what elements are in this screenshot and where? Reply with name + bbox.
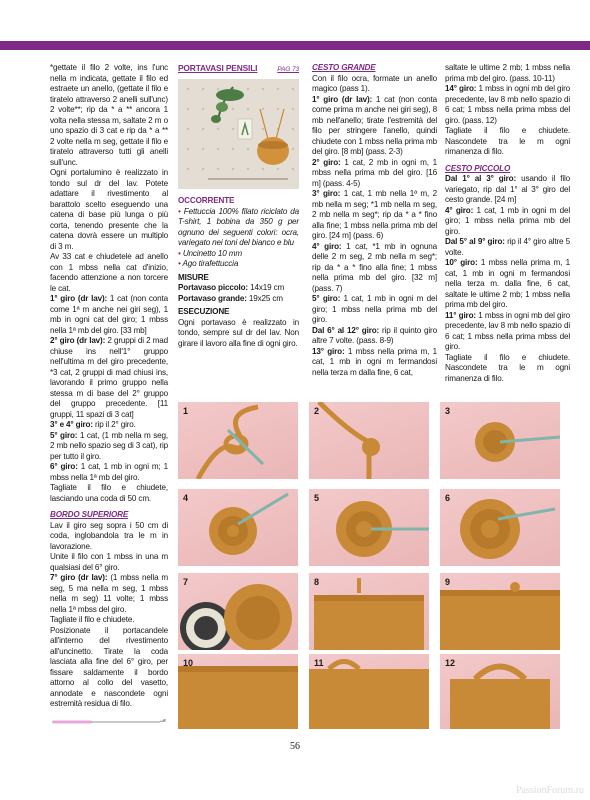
column-3 (312, 63, 437, 378)
round-instruction: 13° giro: 1 mbss nella prima m, 1 cat, 1 mb in ogni m fermandosi nella terza m dalla fine, 6 cat, (312, 346, 437, 377)
round-text: 2 gruppi di 2 mad chiuse ins nell'1° gruppo nell'ultima m del giro precedente, *3 cat, 2 gruppi di mad chiusi ins, lavorando il primo gruppo nella stessa m di base del 2° gruppo del gruppo precedente. [11 gruppi, 11 spazi di 3 cat] (50, 336, 168, 419)
crochet-hook-icon (50, 718, 168, 726)
step-number: 7 (183, 577, 189, 587)
basket-handle-illustration (440, 654, 560, 729)
watermark: PassionForum.ru (515, 785, 584, 796)
paragraph: Tagliate il filo e chiudete. Nascondete tra le m ogni rimanenza di filo. (445, 126, 570, 156)
basket-wall-illustration (440, 573, 560, 650)
paragraph: Posizionate il portacandele all'interno del rivestimento all'uncinetto. Tirate la coda lasciata alla fine del 6° giro, per fissare saldamente il bordo attorno al collo del vasetto, annodate e nascondete ogni estremità residua di filo. (50, 625, 168, 708)
bullet-icon: • (178, 206, 184, 216)
yarn-loop-illustration (178, 402, 298, 479)
crochet-disc-illustration (178, 489, 298, 566)
round-text: 1 cat, 1 mb in ogni m; 1 mbss nella 1ª mb del giro. (50, 462, 168, 482)
step-number: 5 (314, 493, 320, 503)
round-instruction: 14° giro: 1 mbss in ogni mb del giro precedente, lav 8 mb nello spazio di 6 cat; 1 mbss nella prima mbss del giro. (pass. 12) (445, 84, 571, 125)
paragraph: Ogni portavaso è realizzato in tondo, sempre sul dr del lav. Non girare il lavoro alla fine di ogni giro. (178, 317, 299, 348)
crochet-disc-illustration (440, 402, 560, 479)
round-text: 1 cat, (1 mb nella m seg, 2 mb nello spazio seg di 3 cat), rip per tutto il giro. (50, 430, 168, 461)
column-4 (445, 63, 570, 384)
paragraph: Tagliate il filo e chiudete. (50, 615, 135, 624)
basket-wall-illustration (309, 573, 429, 650)
project-header (178, 63, 299, 76)
header-color-bar (0, 41, 590, 50)
basket-wall-illustration (178, 654, 298, 729)
paragraph: saltate le ultime 2 mb; 1 mbss nella prima mb del giro. (pass. 10-11) (445, 63, 570, 83)
round-label: 3° e 4° giro: (50, 420, 93, 429)
round-instruction: 4° giro: 1 cat, 1 mb in ogni m del giro; 1 mbss nella prima mb del giro. (445, 205, 570, 236)
step-number: 9 (445, 577, 451, 587)
step-photo (440, 573, 560, 650)
step-photo (309, 402, 429, 479)
measure-row: Portavaso piccolo: 14x19 cm (178, 283, 285, 292)
step-number: 8 (314, 577, 320, 587)
step-number: 12 (445, 658, 456, 668)
step-number: 6 (445, 493, 451, 503)
paragraph: Tagliate il filo e chiudete, lasciando una coda di 50 cm. (50, 483, 168, 503)
bullet-icon: • (178, 259, 183, 268)
round-instruction: 4° giro: 1 cat, *1 mb in ognuna delle 2 m seg, 2 mb nella m seg*; rip da * a * fino alla fine; 1 mbss nella prima mb del giro. [32 m] (pass. 7) (312, 241, 437, 293)
round-instruction (50, 294, 168, 336)
step-photo (440, 402, 560, 479)
measures-heading: MISURE (178, 272, 209, 282)
column-2 (178, 63, 299, 349)
round-instruction: 10° giro: 1 mbss nella prima m, 1 cat, 1 mb in ogni m fermandosi nella terza m. dalla fine, 6 cat, saltate le ultime 2 mb; 1 mbss nella prima mb del giro. (445, 258, 570, 309)
paragraph: Av 33 cat e chiudetele ad anello con 1 mbss nella cat d'inizio, facendo attenzione a non torcere le cat. (50, 252, 168, 293)
step-number: 4 (183, 493, 189, 503)
step-photo (178, 402, 298, 479)
step-number: 2 (314, 406, 320, 416)
crochet-disc-illustration (440, 489, 560, 566)
round-text: rip il 2° giro. (92, 420, 136, 429)
section-heading-bordo: BORDO SUPERIORE (50, 510, 129, 519)
crochet-bases-illustration (178, 573, 298, 650)
step-photo (309, 573, 429, 650)
materials-heading: OCCORRENTE (178, 196, 235, 205)
step-photo (309, 654, 429, 729)
project-title: PORTAVASI PENSILI (178, 63, 258, 73)
round-instruction: 3° giro: 1 cat, 1 mb nella 1ª m, 2 mb nella m seg; *1 mb nella m seg, 2 mb nella m seg*; rip da * a * fino alla fine; 1 mbss nella prima mb del giro. [24 m] (pass. 6) (312, 189, 437, 240)
material-item: • Ago tirafettuccia (178, 259, 239, 268)
step-photo (440, 654, 560, 729)
crochet-disc-illustration (309, 489, 429, 566)
paragraph: *gettate il filo 2 volte, ins l'unc nella m indicata, gettate il filo ed estraete un anello, (gettate il filo e tiratelo attraverso 2 anelli sull'unc) 2 volte**; rip da * a ** ancora 1 volta nella stessa m, saltate 2 m o uno spazio di 3 cat e rip da * a ** 2 volte nella m seg, gettate il filo e tiratelo attraverso tutti gli anelli sull'unc. (50, 63, 168, 167)
section-heading-cesto-piccolo: CESTO PICCOLO (445, 163, 511, 173)
round-label: 2° giro (dr lav): (50, 336, 106, 345)
step-number: 11 (314, 658, 324, 668)
round-instruction (50, 573, 168, 615)
paragraph: Lav il giro seg sopra i 50 cm di coda, inglobandola tra le m in lavorazione. (50, 520, 168, 551)
round-label: 7° giro (dr lav): (50, 573, 108, 582)
round-label: 6° giro: (50, 462, 78, 471)
hanging-planter-photo (178, 79, 299, 189)
round-instruction: Dal 1° al 3° giro: usando il filo variegato, rip dal 1° al 3° giro del cesto grande. [24 m] (445, 174, 570, 204)
paragraph: Con il filo ocra, formate un anello magico (pass 1). (312, 73, 437, 93)
round-text: 1 cat (non conta come 1ª m anche nei giri seg), 1 mb in ogni cat del giro; 1 mbss nella 1ª mb del giro. [33 mb] (50, 294, 168, 335)
round-instruction (50, 462, 168, 483)
round-instruction: 11° giro: 1 mbss in ogni mb del giro precedente, lav 8 mb nello spazio di 6 cat; 1 mbss nella prima mbss del giro. (445, 310, 571, 351)
step-photo (178, 654, 298, 729)
material-item: • Uncinetto 10 mm (178, 248, 242, 258)
round-instruction (50, 431, 168, 463)
round-instruction: Dal 6° al 12° giro: rip il quinto giro altre 7 volte. (pass. 8-9) (312, 325, 437, 345)
round-instruction (50, 336, 168, 420)
yarn-ring-illustration (309, 402, 429, 479)
step-photo (440, 489, 560, 566)
round-label: 5° giro: (50, 430, 78, 440)
section-heading-cesto-grande: CESTO GRANDE (312, 63, 376, 72)
execution-heading: ESECUZIONE (178, 307, 230, 316)
round-instruction: 2° giro: 1 cat, 2 mb in ogni m, 1 mbss nella prima mb del giro. [16 m] (pass. 4-5) (312, 157, 437, 188)
bullet-icon: • (178, 248, 183, 258)
column-1 (50, 63, 168, 710)
basket-wall-illustration (309, 654, 429, 729)
step-number: 1 (183, 406, 189, 416)
step-number: 10 (183, 658, 194, 668)
material-item: • Fettuccia 100% filato riciclato da T-shirt, 1 bobina da 350 g per ognuno dei seguenti colori: ocra, variegato nei toni del bianco e blu (178, 206, 299, 247)
round-instruction: 1° giro (dr lav): 1 cat (non conta come prima m anche nei giri seg), 8 mb nell'anello; tirate l'estremità del filo per stringere l'anello, quindi chiudete con 1 mbss nella prima mb del giro. [8 mb] (pass. 2-3) (312, 94, 437, 156)
measure-row: Portavaso grande: 19x25 cm (178, 293, 283, 303)
step-photo (178, 489, 298, 566)
round-text: (1 mbss nella m seg, 5 ma nella m seg, 1 mbss nella m seg) 11 volte; 1 mbss nella 1ª mbss del giro. (50, 573, 169, 614)
round-instruction: 5° giro: 1 cat, 1 mb in ogni m del giro; 1 mbss nella prima mb del giro. (312, 294, 437, 324)
round-instruction (50, 420, 168, 431)
round-instruction: Dal 5° al 9° giro: rip il 4° giro altre 5 volte. (445, 237, 571, 257)
paragraph: Unite il filo con 1 mbss in una m qualsiasi del 6° giro. (50, 552, 168, 572)
step-photo (309, 489, 429, 566)
step-number: 3 (445, 406, 451, 416)
paragraph: Tagliate il filo e chiudete. Nascondete tra le m ogni rimanenza di filo. (445, 352, 570, 383)
page-reference: PAG 73 (277, 66, 299, 73)
round-label: 1° giro (dr lav): (50, 294, 108, 303)
paragraph: Ogni portalumino è realizzato in tondo sul dr del lav. Potete adattare il rivestimento al barattolo scelto eseguendo una catena di base più lunga o più corta, tenendo presente che la catena dovrà essere un multiplo di 3 m. (50, 168, 168, 251)
page-number: 56 (290, 741, 300, 752)
step-photo (178, 573, 298, 650)
